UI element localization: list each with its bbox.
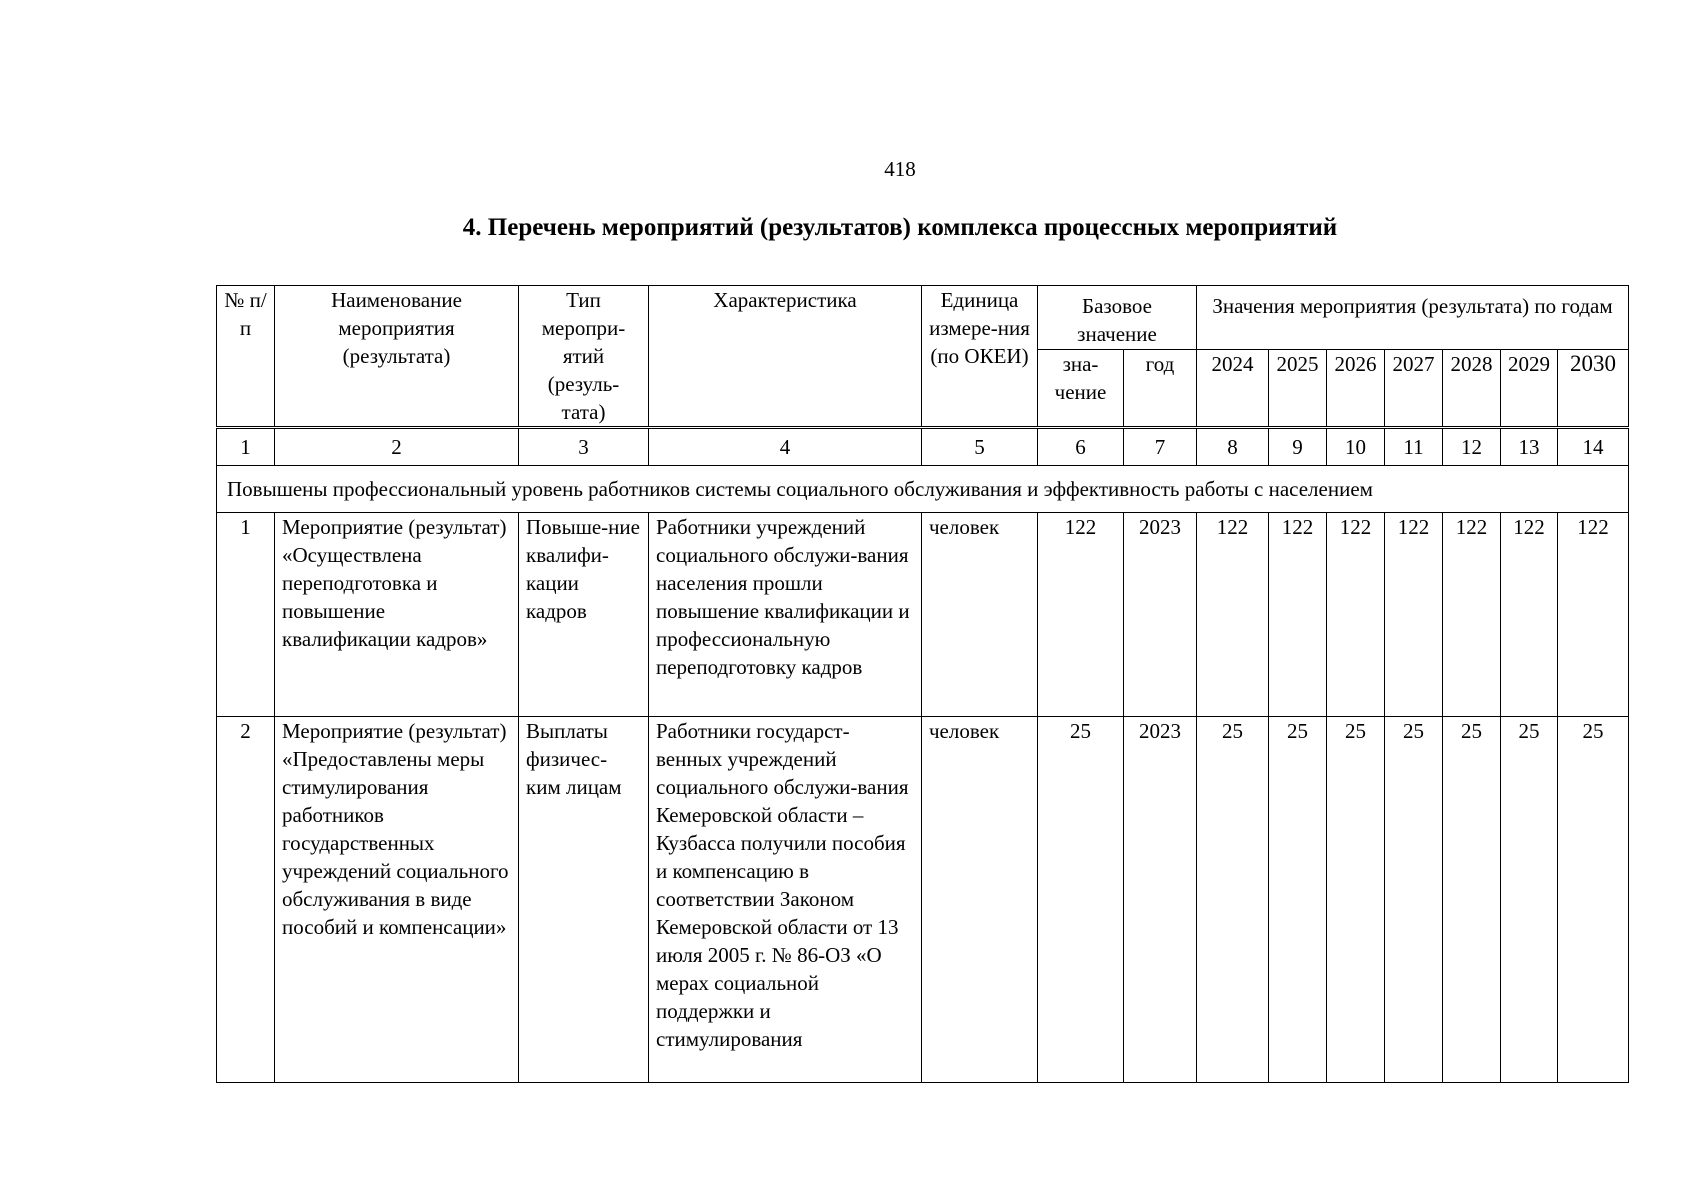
header-year: 2030 xyxy=(1558,350,1629,428)
header-name: Наименование мероприятия (результата) xyxy=(275,286,519,428)
header-base: Базовое значение xyxy=(1038,286,1197,350)
row-value: 122 xyxy=(1197,513,1269,717)
column-number: 9 xyxy=(1269,428,1327,466)
header-year: 2024 xyxy=(1197,350,1269,428)
header-characteristic: Характеристика xyxy=(649,286,922,428)
header-base-year: год xyxy=(1124,350,1197,428)
row-value: 122 xyxy=(1558,513,1629,717)
row-value: 25 xyxy=(1443,717,1501,1083)
header-num: № п/п xyxy=(217,286,275,428)
measures-table-container xyxy=(216,285,1628,1083)
row-value: 25 xyxy=(1269,717,1327,1083)
row-unit: человек xyxy=(922,717,1038,1083)
header-values-by-year: Значения мероприятия (результата) по годам xyxy=(1197,286,1629,350)
row-value: 25 xyxy=(1385,717,1443,1083)
column-number: 3 xyxy=(519,428,649,466)
column-number: 6 xyxy=(1038,428,1124,466)
row-base-year: 2023 xyxy=(1124,717,1197,1083)
column-number: 13 xyxy=(1501,428,1558,466)
column-numbers-row xyxy=(217,428,1629,466)
header-year: 2029 xyxy=(1501,350,1558,428)
row-characteristic: Работники государст-венных учреждений социального обслужи-вания Кемеровской области – Кузбасса получили пособия и компенсацию в соответствии Законом Кемеровской области от 13 июля 2005 г. № 86-ОЗ «О мерах социальной поддержки и стимулирования xyxy=(649,717,922,1083)
header-year: 2025 xyxy=(1269,350,1327,428)
section-title: Повышены профессиональный уровень работников системы социального обслуживания и эффективность работы с населением xyxy=(217,466,1629,513)
row-value: 25 xyxy=(1327,717,1385,1083)
row-value: 25 xyxy=(1501,717,1558,1083)
column-number: 8 xyxy=(1197,428,1269,466)
column-number: 4 xyxy=(649,428,922,466)
row-value: 122 xyxy=(1385,513,1443,717)
table-row xyxy=(217,717,1629,1083)
section-row xyxy=(217,466,1629,513)
column-number: 7 xyxy=(1124,428,1197,466)
row-name: Мероприятие (результат) «Предоставлены меры стимулирования работников государственных учреждений социального обслуживания в виде пособий и компенсации» xyxy=(275,717,519,1083)
row-value: 122 xyxy=(1443,513,1501,717)
row-base-value: 25 xyxy=(1038,717,1124,1083)
row-base-year: 2023 xyxy=(1124,513,1197,717)
page-number: 418 xyxy=(884,157,916,181)
column-number: 2 xyxy=(275,428,519,466)
column-number: 5 xyxy=(922,428,1038,466)
row-base-value: 122 xyxy=(1038,513,1124,717)
row-value: 25 xyxy=(1197,717,1269,1083)
column-number: 10 xyxy=(1327,428,1385,466)
header-year: 2027 xyxy=(1385,350,1443,428)
row-value: 122 xyxy=(1501,513,1558,717)
column-number: 1 xyxy=(217,428,275,466)
row-type: Повыше-ние квалифи-кации кадров xyxy=(519,513,649,717)
row-characteristic: Работники учреждений социального обслужи-вания населения прошли повышение квалификации и профессиональную переподготовку кадров xyxy=(649,513,922,717)
column-number: 12 xyxy=(1443,428,1501,466)
row-type: Выплаты физичес-ким лицам xyxy=(519,717,649,1083)
header-base-value: зна-чение xyxy=(1038,350,1124,428)
column-number: 14 xyxy=(1558,428,1629,466)
row-unit: человек xyxy=(922,513,1038,717)
header-year: 2026 xyxy=(1327,350,1385,428)
header-unit: Единица измере-ния (по ОКЕИ) xyxy=(922,286,1038,428)
column-number: 11 xyxy=(1385,428,1443,466)
row-value: 122 xyxy=(1269,513,1327,717)
header-row-1 xyxy=(217,286,1629,350)
row-num: 1 xyxy=(217,513,275,717)
row-value: 122 xyxy=(1327,513,1385,717)
row-value: 25 xyxy=(1558,717,1629,1083)
row-num: 2 xyxy=(217,717,275,1083)
row-name: Мероприятие (результат) «Осуществлена переподготовка и повышение квалификации кадров» xyxy=(275,513,519,717)
table-row xyxy=(217,513,1629,717)
measures-table xyxy=(216,285,1629,1083)
document-title: 4. Перечень мероприятий (результатов) комплекса процессных мероприятий xyxy=(462,214,1338,241)
header-type: Тип меропри-ятий (резуль-тата) xyxy=(519,286,649,428)
header-year: 2028 xyxy=(1443,350,1501,428)
